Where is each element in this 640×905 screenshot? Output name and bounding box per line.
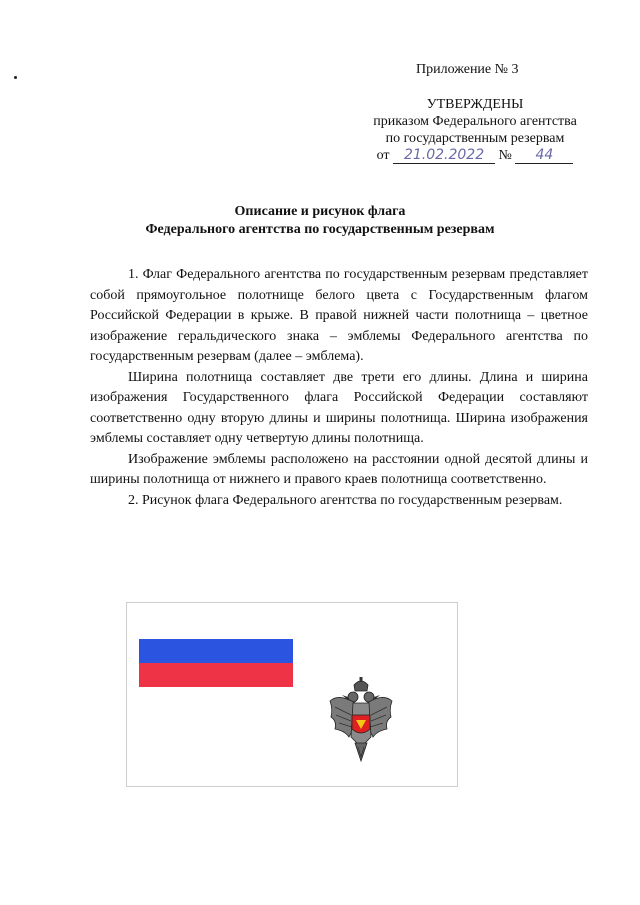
document-body [90,265,588,511]
paragraph-1: 1. Флаг Федерального агентства по государственным резервам представляет собой прямоугольное полотнище белого цвета с Государственным флагом Российской Федерации в крыже. В правой нижней части полотнища – цветное изображение геральдического знака – эмблемы Федерального агентства по государственным резервам (далее – эмблема). [90,267,588,364]
flag-blue-stripe [139,639,293,663]
eagle-emblem-icon [327,675,395,765]
number-label: № [498,148,512,163]
handwritten-number: 44 [515,148,573,164]
document-title [60,203,580,239]
appendix-label: Приложение № 3 [416,62,519,77]
paragraph-3: Изображение эмблемы расположено на расстоянии одной десятой длины и ширины полотнища от нижнего и правого краев полотнища соответственно. [90,451,588,487]
order-date-number-line [350,147,600,164]
order-line-2: по государственным резервам [385,131,565,146]
paragraph-4: 2. Рисунок флага Федерального агентства по государственным резервам. [128,492,563,508]
paragraph-2: Ширина полотнища составляет две трети его длины. Длина и ширина изображения Государственного флага Российской Федерации составляют соответственно одну вторую длины и ширины полотнища. Ширина изображения эмблемы составляет одну четвертую длины полотнища. [90,369,588,446]
from-label: от [376,148,390,163]
approved-heading: УТВЕРЖДЕНЫ [426,97,524,112]
order-line-1: приказом Федерального агентства [373,114,577,129]
flag-figure [126,602,458,787]
title-line-2: Федерального агентства по государственным резервам [145,222,495,237]
title-line-1: Описание и рисунок флага [234,204,406,219]
flag-white-stripe [139,603,293,639]
flag-red-stripe [139,663,293,687]
handwritten-date: 21.02.2022 [393,148,495,164]
scan-speck [14,76,17,79]
approval-block [350,96,600,164]
